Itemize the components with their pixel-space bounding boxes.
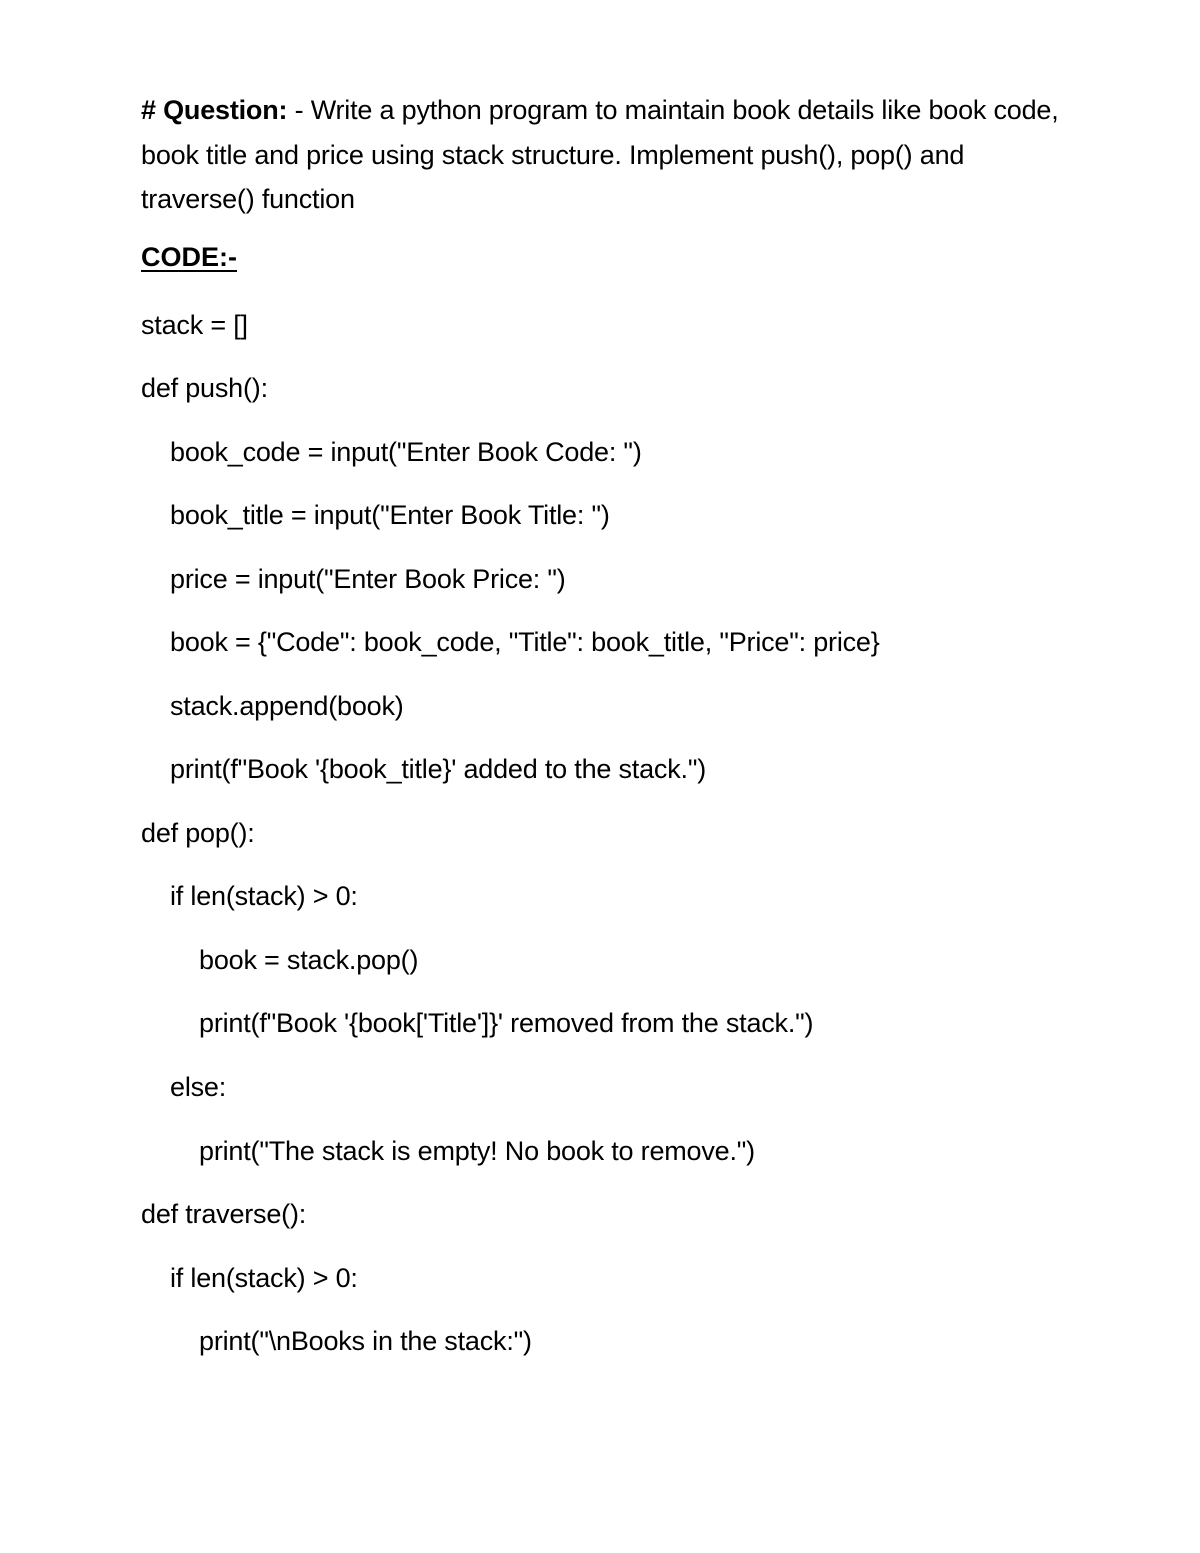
code-line: def traverse():: [141, 1199, 307, 1229]
code-line: book = {"Code": book_code, "Title": book_title, "Price": price}: [170, 627, 880, 657]
code-line: def push():: [141, 373, 268, 403]
code-line: book_code = input("Enter Book Code: "): [170, 437, 642, 467]
code-line: print(f"Book '{book['Title']}' removed from the stack."): [199, 1008, 814, 1038]
code-line: book_title = input("Enter Book Title: "): [170, 500, 610, 530]
code-heading: CODE:-: [141, 242, 237, 272]
code-line: print(f"Book '{book_title}' added to the stack."): [170, 754, 707, 784]
question-text: - Write a python program to maintain book details like book code, book title and price using stack structure. Implement push(), pop() and traverse() function: [141, 95, 1059, 214]
code-line: stack.append(book): [170, 691, 404, 721]
code-line: book = stack.pop(): [199, 945, 419, 975]
code-line: if len(stack) > 0:: [170, 881, 358, 911]
code-line: print("\nBooks in the stack:"): [199, 1326, 532, 1356]
question-paragraph: [141, 88, 1081, 222]
code-line: print("The stack is empty! No book to remove."): [199, 1136, 755, 1166]
code-line: stack = []: [141, 310, 248, 340]
code-line: else:: [170, 1072, 227, 1102]
question-label: # Question:: [141, 95, 288, 125]
code-line: if len(stack) > 0:: [170, 1263, 358, 1293]
code-line: def pop():: [141, 818, 255, 848]
code-line: price = input("Enter Book Price: "): [170, 564, 566, 594]
